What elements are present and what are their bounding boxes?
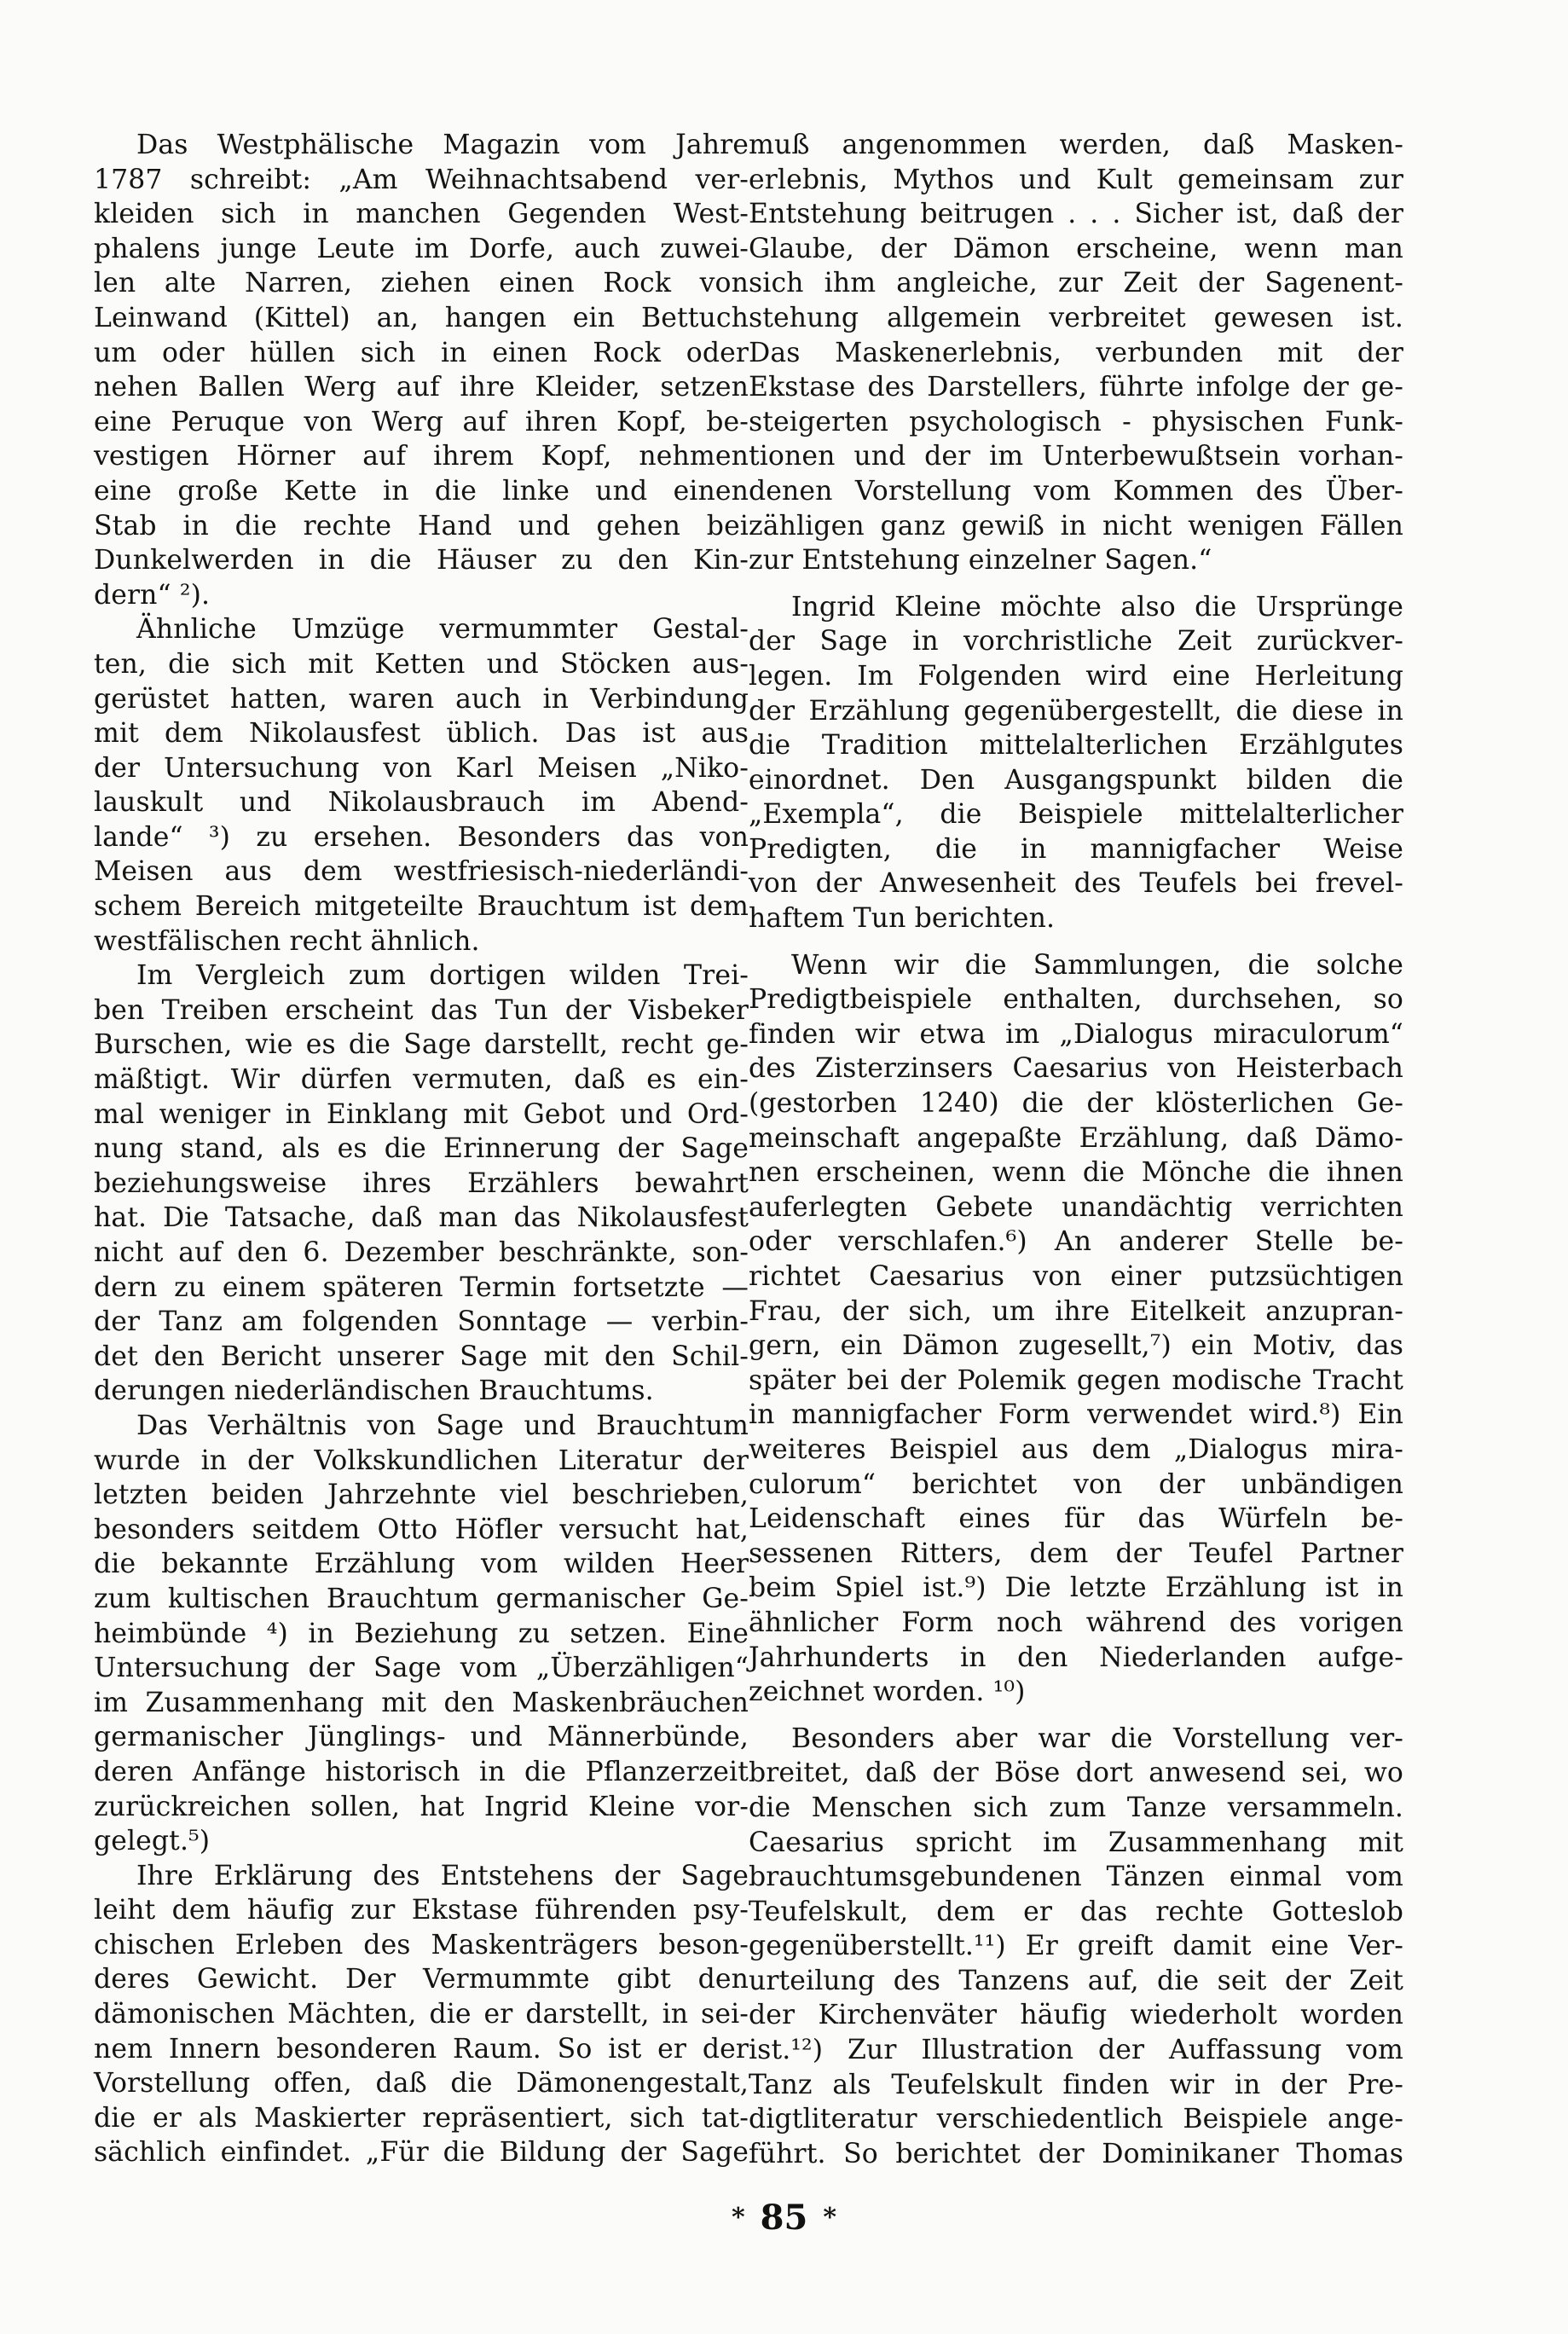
text-line: ben Treiben erscheint das Tun der Visbeker bbox=[94, 994, 749, 1026]
text-line: (gestorben 1240) die der klösterlichen Ge- bbox=[749, 1088, 1403, 1120]
text-line: Wenn wir die Sammlungen, die solche bbox=[791, 949, 1403, 981]
text-line: sächlich einfindet. „Für die Bildung der Sage bbox=[94, 2137, 749, 2169]
text-line: Vorstellung offen, daß die Dämonengestalt, bbox=[94, 2068, 749, 2099]
text-line: nen erscheinen, wenn die Mönche die ihnen bbox=[749, 1157, 1403, 1189]
text-line: sich ihm angleiche, zur Zeit der Sagenent- bbox=[749, 268, 1403, 299]
paragraph-gap bbox=[749, 936, 1403, 948]
text-line: nem Innern besonderen Raum. So ist er der bbox=[94, 2033, 749, 2065]
text-line: ten, die sich mit Ketten und Stöcken aus- bbox=[94, 648, 749, 680]
page-footer bbox=[0, 2198, 1568, 2238]
text-line: chischen Erleben des Maskenträgers beson- bbox=[94, 1929, 749, 1960]
text-line: oder verschlafen.⁶) An anderer Stelle be- bbox=[749, 1226, 1403, 1258]
text-line: später bei der Polemik gegen modische Tracht bbox=[749, 1364, 1403, 1396]
text-line: stehung allgemein verbreitet gewesen ist. bbox=[749, 302, 1403, 333]
text-line: mit dem Nikolausfest üblich. Das ist aus bbox=[94, 718, 749, 750]
text-line: die er als Maskierter repräsentiert, sich tat- bbox=[94, 2102, 749, 2134]
text-line: steigerten psychologisch - physischen Funk- bbox=[749, 406, 1403, 437]
text-line: zur Entstehung einzelner Sagen.“ bbox=[749, 545, 1212, 576]
text-line: phalens junge Leute im Dorfe, auch zuwei- bbox=[94, 233, 749, 264]
text-line: Ähnliche Umzüge vermummter Gestal- bbox=[136, 614, 749, 646]
text-line: lauskult und Nikolausbrauch im Abend- bbox=[94, 787, 749, 819]
text-line: die Menschen sich zum Tanze versammeln. bbox=[749, 1792, 1403, 1823]
text-line: Glaube, der Dämon erscheine, wenn man bbox=[749, 233, 1403, 264]
asterisk-ornament-icon: * bbox=[823, 2203, 837, 2233]
text-line: in mannigfacher Form verwendet wird.⁸) Ein bbox=[749, 1399, 1403, 1431]
text-line: dämonischen Mächten, die er darstellt, in sei- bbox=[94, 1999, 749, 2030]
text-line: eine Peruque von Werg auf ihren Kopf, be- bbox=[94, 406, 749, 437]
text-line: der Kirchenväter häufig wiederholt worden bbox=[749, 2000, 1403, 2031]
text-line: weiteres Beispiel aus dem „Dialogus mira- bbox=[749, 1433, 1403, 1465]
text-line: westfälischen recht ähnlich. bbox=[94, 925, 480, 957]
text-line: zähligen ganz gewiß in nicht wenigen Fällen bbox=[749, 510, 1403, 542]
text-line: zurückreichen sollen, hat Ingrid Kleine vor- bbox=[94, 1791, 749, 1822]
text-line: Jahrhunderts in den Niederlanden aufge- bbox=[749, 1642, 1403, 1673]
text-line: die bekannte Erzählung vom wilden Heer bbox=[94, 1549, 749, 1580]
text-line: Burschen, wie es die Sage darstellt, recht ge- bbox=[94, 1029, 749, 1061]
text-line: zum kultischen Brauchtum germanischer Ge- bbox=[94, 1583, 749, 1614]
text-line: die Tradition mittelalterlichen Erzählgutes bbox=[749, 730, 1403, 762]
text-line: beim Spiel ist.⁹) Die letzte Erzählung ist in bbox=[749, 1572, 1403, 1604]
text-line: führt. So berichtet der Dominikaner Thomas bbox=[749, 2138, 1403, 2169]
text-line: deres Gewicht. Der Vermummte gibt den bbox=[94, 1964, 749, 1995]
text-line: auferlegten Gebete unandächtig verrichten bbox=[749, 1191, 1403, 1223]
text-line: digtliteratur verschiedentlich Beispiele ange- bbox=[749, 2104, 1403, 2135]
text-line: muß angenommen werden, daß Masken- bbox=[749, 130, 1403, 160]
right-text-column bbox=[749, 128, 1403, 2171]
text-line: Untersuchung der Sage vom „Überzähligen“ bbox=[94, 1653, 749, 1684]
text-line: Das Westphälische Magazin vom Jahre bbox=[136, 130, 749, 160]
text-line: culorum“ berichtet von der unbändigen bbox=[749, 1468, 1403, 1500]
text-line: Meisen aus dem westfriesisch-niederländi- bbox=[94, 856, 749, 888]
text-line: Im Vergleich zum dortigen wilden Trei- bbox=[136, 960, 749, 992]
text-line: Leinwand (Kittel) an, hangen ein Bettuch bbox=[94, 302, 749, 333]
text-line: urteilung des Tanzens auf, die seit der Zeit bbox=[749, 1965, 1403, 1996]
page-number: 85 bbox=[760, 2198, 808, 2238]
text-line: Besonders aber war die Vorstellung ver- bbox=[791, 1723, 1403, 1754]
text-line: erlebnis, Mythos und Kult gemeinsam zur bbox=[749, 164, 1403, 195]
text-line: „Exempla“, die Beispiele mittelalterlicher bbox=[749, 799, 1403, 831]
text-line: deren Anfänge historisch in die Pflanzerzeit bbox=[94, 1756, 749, 1787]
text-line: leiht dem häufig zur Ekstase führenden psy- bbox=[94, 1895, 749, 1926]
text-line: Entstehung beitrugen . . . Sicher ist, daß der bbox=[749, 199, 1403, 230]
text-line: haftem Tun berichten. bbox=[749, 903, 1056, 935]
text-line: kleiden sich in manchen Gegenden West- bbox=[94, 199, 749, 230]
text-line: der Erzählung gegenübergestellt, die diese in bbox=[749, 695, 1403, 727]
text-line: det den Bericht unserer Sage mit den Schil- bbox=[94, 1341, 749, 1372]
text-line: eine große Kette in die linke und einen bbox=[94, 475, 749, 507]
text-line: Leidenschaft eines für das Würfeln be- bbox=[749, 1503, 1403, 1535]
text-line: Ingrid Kleine möchte also die Ursprünge bbox=[791, 591, 1403, 623]
text-line: ähnlicher Form noch während des vorigen bbox=[749, 1607, 1403, 1638]
paragraph-gap bbox=[749, 1710, 1403, 1722]
text-line: len alte Narren, ziehen einen Rock von bbox=[94, 268, 749, 299]
text-line: Stab in die rechte Hand und gehen bei bbox=[94, 510, 749, 542]
text-line: nehen Ballen Werg auf ihre Kleider, setzen bbox=[94, 372, 749, 403]
paragraph-gap bbox=[749, 578, 1403, 590]
text-line: Das Maskenerlebnis, verbunden mit der bbox=[749, 337, 1403, 368]
text-line: finden wir etwa im „Dialogus miraculorum“ bbox=[749, 1018, 1403, 1050]
text-line: mäßtigt. Wir dürfen vermuten, daß es ein- bbox=[94, 1064, 749, 1096]
asterisk-ornament-icon: * bbox=[731, 2203, 745, 2233]
text-line: richtet Caesarius von einer putzsüchtigen bbox=[749, 1261, 1403, 1292]
text-line: sessenen Ritters, dem der Teufel Partner bbox=[749, 1538, 1403, 1569]
left-text-column bbox=[94, 128, 749, 2170]
text-line: gerüstet hatten, waren auch in Verbindung bbox=[94, 683, 749, 715]
text-line: besonders seitdem Otto Höfler versucht hat, bbox=[94, 1514, 749, 1545]
text-line: Das Verhältnis von Sage und Brauchtum bbox=[136, 1410, 749, 1441]
text-line: 1787 schreibt: „Am Weihnachtsabend ver- bbox=[94, 164, 749, 195]
text-line: des Zisterzinsers Caesarius von Heisterbach bbox=[749, 1053, 1403, 1085]
text-line: der Tanz am folgenden Sonntage — verbin- bbox=[94, 1306, 749, 1338]
text-line: heimbünde ⁴) in Beziehung zu setzen. Eine bbox=[94, 1618, 749, 1649]
text-line: breitet, daß der Böse dort anwesend sei, wo bbox=[749, 1758, 1403, 1789]
text-line: nung stand, als es die Erinnerung der Sage bbox=[94, 1133, 749, 1165]
text-line: Predigtbeispiele enthalten, durchsehen, so bbox=[749, 984, 1403, 1016]
text-line: meinschaft angepaßte Erzählung, daß Dämo- bbox=[749, 1122, 1403, 1154]
text-line: mal weniger in Einklang mit Gebot und Ord- bbox=[94, 1098, 749, 1130]
text-line: beziehungsweise ihres Erzählers bewahrt bbox=[94, 1167, 749, 1199]
text-line: ist.¹²) Zur Illustration der Auffassung vom bbox=[749, 2035, 1403, 2066]
text-line: lande“ ³) zu ersehen. Besonders das von bbox=[94, 821, 749, 853]
text-line: um oder hüllen sich in einen Rock oder bbox=[94, 337, 749, 368]
text-line: derungen niederländischen Brauchtums. bbox=[94, 1375, 654, 1407]
text-line: gegenüberstellt.¹¹) Er greift damit eine Ver- bbox=[749, 1931, 1403, 1962]
text-line: der Sage in vorchristliche Zeit zurückver- bbox=[749, 626, 1403, 657]
text-line: Dunkelwerden in die Häuser zu den Kin- bbox=[94, 545, 749, 576]
text-line: gern, ein Dämon zugesellt,⁷) ein Motiv, das bbox=[749, 1330, 1403, 1362]
text-line: letzten beiden Jahrzehnte viel beschrieben, bbox=[94, 1480, 749, 1511]
text-line: der Untersuchung von Karl Meisen „Niko- bbox=[94, 752, 749, 784]
text-line: nicht auf den 6. Dezember beschränkte, son- bbox=[94, 1237, 749, 1268]
text-line: Tanz als Teufelskult finden wir in der Pre- bbox=[749, 2069, 1403, 2100]
text-line: einordnet. Den Ausgangspunkt bilden die bbox=[749, 764, 1403, 796]
text-line: im Zusammenhang mit den Maskenbräuchen bbox=[94, 1687, 749, 1718]
text-line: Ekstase des Darstellers, führte infolge der ge- bbox=[749, 372, 1403, 403]
text-line: dern“ ²). bbox=[94, 579, 211, 611]
text-line: zeichnet worden. ¹⁰) bbox=[749, 1677, 1026, 1708]
text-line: Ihre Erklärung des Entstehens der Sage bbox=[136, 1860, 749, 1891]
text-line: vestigen Hörner auf ihrem Kopf, nehmen bbox=[94, 441, 749, 472]
text-line: gelegt.⁵) bbox=[94, 1826, 211, 1857]
text-line: denen Vorstellung vom Kommen des Über- bbox=[749, 475, 1403, 507]
text-line: brauchtumsgebundenen Tänzen einmal vom bbox=[749, 1862, 1403, 1893]
text-line: Caesarius spricht im Zusammenhang mit bbox=[749, 1827, 1403, 1858]
text-line: dern zu einem späteren Termin fortsetzte — bbox=[94, 1271, 749, 1303]
text-line: germanischer Jünglings- und Männerbünde, bbox=[94, 1722, 749, 1753]
text-line: Frau, der sich, um ihre Eitelkeit anzupran- bbox=[749, 1295, 1403, 1327]
text-line: von der Anwesenheit des Teufels bei frevel- bbox=[749, 868, 1403, 900]
text-line: schem Bereich mitgeteilte Brauchtum ist dem bbox=[94, 891, 749, 923]
text-line: Teufelskult, dem er das rechte Gotteslob bbox=[749, 1896, 1403, 1927]
text-line: wurde in der Volkskundlichen Literatur der bbox=[94, 1445, 749, 1476]
text-line: Predigten, die in mannigfacher Weise bbox=[749, 833, 1403, 865]
text-line: hat. Die Tatsache, daß man das Nikolausfest bbox=[94, 1202, 749, 1234]
text-line: tionen und der im Unterbewußtsein vorhan- bbox=[749, 441, 1403, 472]
text-line: legen. Im Folgenden wird eine Herleitung bbox=[749, 660, 1403, 692]
